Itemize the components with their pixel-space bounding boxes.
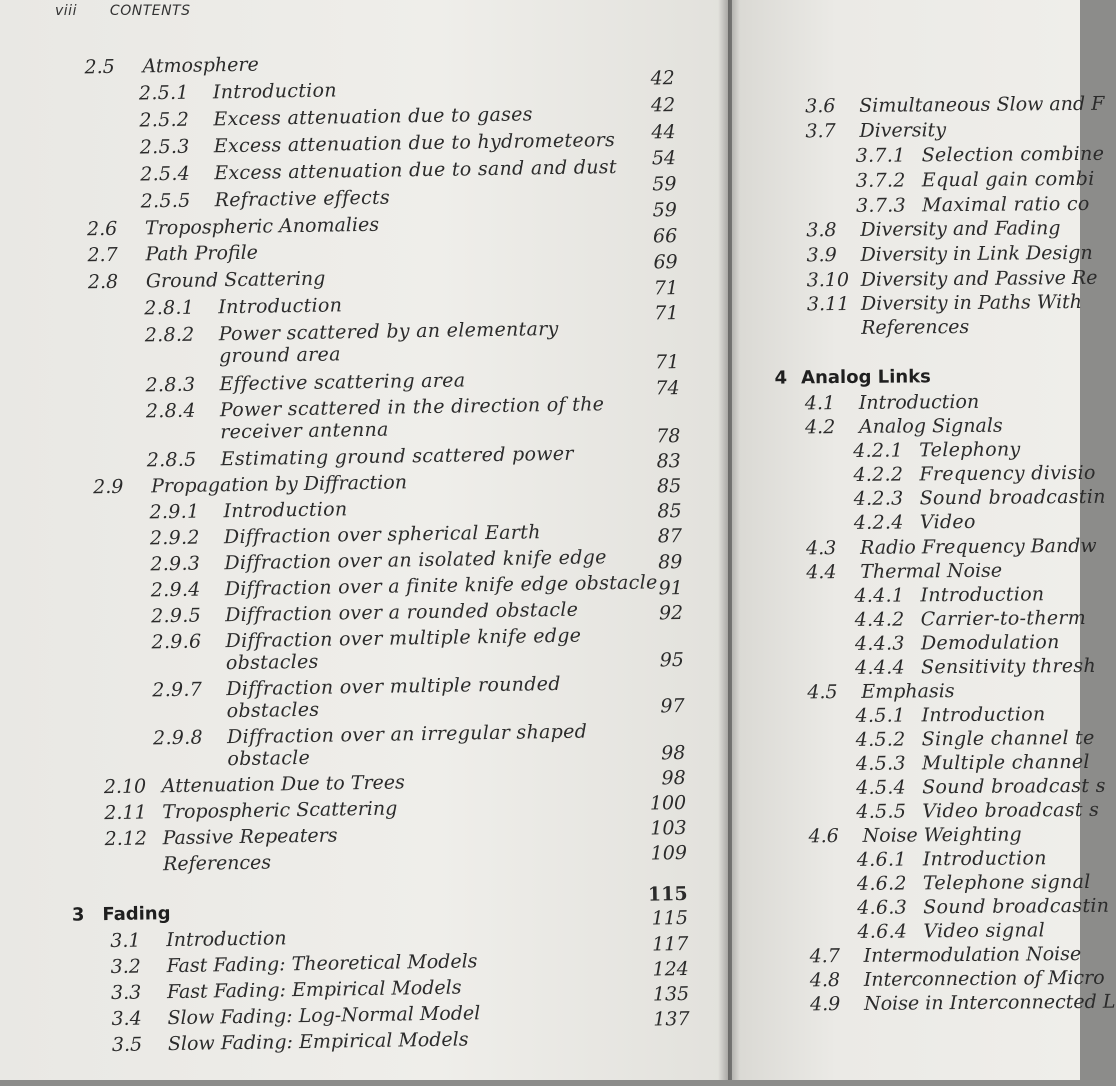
toc-entry: 2.5.3 Excess attenuation due to hydrometeors — [139, 129, 616, 159]
page-number: 66 — [652, 225, 678, 248]
page-number: 97 — [660, 694, 685, 718]
toc-entry: 3.7.2 Equal gain combi — [855, 167, 1095, 192]
toc-entry: 4.5.3 Multiple channel — [855, 750, 1090, 775]
toc-entry: 3.10 Diversity and Passive Re — [806, 266, 1098, 292]
page-number: 124 — [652, 957, 689, 981]
toc-entry: 2.5 Atmosphere — [84, 53, 259, 79]
page-number: 98 — [661, 766, 686, 790]
toc-entry: 4.6.1 Introduction — [856, 847, 1047, 871]
toc-entry: 4.5.2 Single channel te — [855, 726, 1095, 751]
toc-entry: 4.5.5 Video broadcast s — [856, 798, 1100, 823]
toc-entry: 3.1 Introduction — [110, 927, 287, 953]
toc-entry: 2.8.1 Introduction — [144, 294, 343, 320]
page-number: 85 — [657, 500, 682, 523]
toc-entry: 4.1 Introduction — [804, 390, 980, 415]
toc-entry: 2.5.4 Excess attenuation due to sand and dust — [140, 155, 618, 186]
toc-entry: 4.4.3 Demodulation — [854, 631, 1060, 655]
toc-entry: References — [861, 315, 970, 339]
toc-entry: 4.7 Intermodulation Noise — [809, 942, 1082, 968]
page-number: 85 — [656, 475, 682, 498]
toc-entry: 4.5.4 Sound broadcast s — [856, 774, 1106, 799]
page-number: 78 — [656, 425, 681, 448]
page-number: 71 — [654, 351, 680, 374]
page-number: 74 — [655, 377, 680, 400]
toc-entry: 4.2.3 Sound broadcastin — [853, 485, 1106, 510]
chapter-heading: 4 Analog Links — [774, 366, 931, 389]
page-number: 135 — [652, 982, 690, 1006]
page-number: 103 — [650, 816, 687, 840]
toc-entry: 4.4.4 Sensitivity thresh — [855, 654, 1097, 679]
toc-entry: 4.2.4 Video — [853, 510, 976, 534]
toc-entry: 3.7.1 Selection combine — [855, 142, 1105, 167]
page-number: 44 — [651, 121, 676, 144]
toc-entry: 3.3 Fast Fading: Empirical Models — [110, 976, 462, 1005]
page-number: 95 — [659, 648, 685, 672]
toc-entry: 2.9.3 Diffraction over an isolated knife edge — [150, 546, 607, 576]
page-number: 87 — [657, 525, 683, 548]
page-number: 98 — [661, 741, 686, 765]
page-number: 117 — [651, 932, 689, 956]
page-number: 71 — [654, 302, 679, 325]
page-number: 69 — [653, 251, 678, 274]
toc-entry: 2.9.6 Diffraction over multiple knife edge obstacles — [151, 624, 582, 675]
toc-entry: 2.9.2 Diffraction over spherical Earth — [149, 521, 541, 550]
toc-entry: 2.6 Tropospheric Anomalies — [86, 213, 380, 241]
toc-entry: 3.9 Diversity in Link Design — [806, 241, 1093, 267]
toc-entry: 2.9.7 Diffraction over multiple rounded obstacles — [152, 672, 561, 723]
toc-entry: 2.8 Ground Scattering — [87, 267, 326, 294]
toc-entry: 4.4.1 Introduction — [854, 583, 1045, 607]
toc-entry: 4.6.2 Telephone signal — [856, 870, 1091, 895]
toc-entry: 2.9.8 Diffraction over an irregular shaped obstacle — [152, 720, 588, 771]
toc-entry: 2.8.2 Power scattered by an elementary ground area — [144, 317, 559, 368]
toc-entry: 4.3 Radio Frequency Bandw — [805, 534, 1097, 560]
toc-entry: 2.10 Attenuation Due to Trees — [103, 771, 405, 799]
toc-entry: 3.8 Diversity and Fading — [806, 217, 1061, 242]
toc-entry: 2.9 Propagation by Diffraction — [92, 471, 408, 499]
page-number: 42 — [650, 67, 675, 90]
toc-entry: 3.7 Diversity — [805, 119, 947, 143]
page-number: 54 — [651, 147, 677, 170]
page-number: 100 — [649, 791, 687, 815]
toc-entry: 2.8.4 Power scattered in the direction of the receiver antenna — [145, 393, 605, 444]
toc-entry: 3.2 Fast Fading: Theoretical Models — [110, 950, 478, 979]
page-number: 89 — [658, 551, 683, 574]
page-number: 42 — [650, 94, 676, 117]
toc-entry: 4.2 Analog Signals — [804, 414, 1003, 439]
toc-entry: 4.6 Noise Weighting — [808, 823, 1022, 848]
toc-entry: 4.8 Interconnection of Micro — [809, 966, 1105, 992]
right-page — [732, 0, 1116, 1080]
toc-entry: 2.9.1 Introduction — [149, 498, 348, 524]
toc-entry: 2.9.5 Diffraction over a rounded obstacle — [151, 598, 579, 628]
chapter-page-number: 115 — [647, 882, 688, 906]
page-number: 59 — [652, 199, 678, 222]
chapter-heading: 3 Fading — [71, 903, 171, 926]
toc-entry: 3.6 Simultaneous Slow and F — [805, 92, 1105, 118]
page-number: 59 — [652, 173, 677, 196]
toc-entry: 2.9.4 Diffraction over a finite knife edge obstacle — [150, 571, 658, 602]
right-toc — [727, 0, 1116, 1080]
toc-entry: 4.5.1 Introduction — [855, 703, 1046, 727]
toc-entry: 2.8.3 Effective scattering area — [145, 369, 466, 397]
toc-entry: 3.5 Slow Fading: Empirical Models — [111, 1028, 469, 1057]
page-folio: viii — [55, 3, 77, 19]
page-number: 109 — [650, 841, 688, 865]
book-gutter-shadow — [718, 0, 740, 1080]
toc-entry: 2.5.2 Excess attenuation due to gases — [139, 103, 533, 132]
running-head-title: CONTENTS — [109, 3, 191, 19]
page-number: 137 — [653, 1007, 690, 1031]
page-number: 71 — [653, 277, 679, 300]
toc-entry: 4.6.3 Sound broadcastin — [857, 894, 1110, 919]
page-number: 83 — [656, 450, 681, 473]
toc-entry: 4.5 Emphasis — [807, 680, 955, 704]
page-number: 91 — [658, 576, 683, 600]
toc-entry: 2.12 Passive Repeaters — [104, 824, 338, 851]
toc-entry: 2.11 Tropospheric Scattering — [104, 797, 398, 825]
toc-entry: 4.4.2 Carrier-to-therm — [854, 606, 1087, 631]
toc-entry: 2.5.1 Introduction — [138, 79, 338, 105]
toc-entry: 3.11 Diversity in Paths With — [806, 290, 1083, 316]
toc-entry: 2.7 Path Profile — [87, 241, 259, 267]
toc-entry: References — [162, 851, 272, 876]
toc-entry: 4.2.1 Telephony — [853, 438, 1021, 462]
toc-entry: 2.8.5 Estimating ground scattered power — [146, 442, 574, 472]
page-number: 92 — [658, 601, 684, 625]
toc-entry: 3.4 Slow Fading: Log-Normal Model — [111, 1002, 481, 1031]
toc-entry: 4.4 Thermal Noise — [806, 559, 1003, 584]
page-number: 115 — [651, 906, 689, 930]
toc-entry: 4.2.2 Frequency divisio — [853, 461, 1096, 486]
toc-entry: 4.9 Noise in Interconnected L — [809, 990, 1116, 1016]
toc-entry: 3.7.3 Maximal ratio co — [855, 192, 1090, 217]
toc-entry: 4.6.4 Video signal — [857, 919, 1046, 943]
toc-entry: 2.5.5 Refractive effects — [140, 186, 391, 213]
